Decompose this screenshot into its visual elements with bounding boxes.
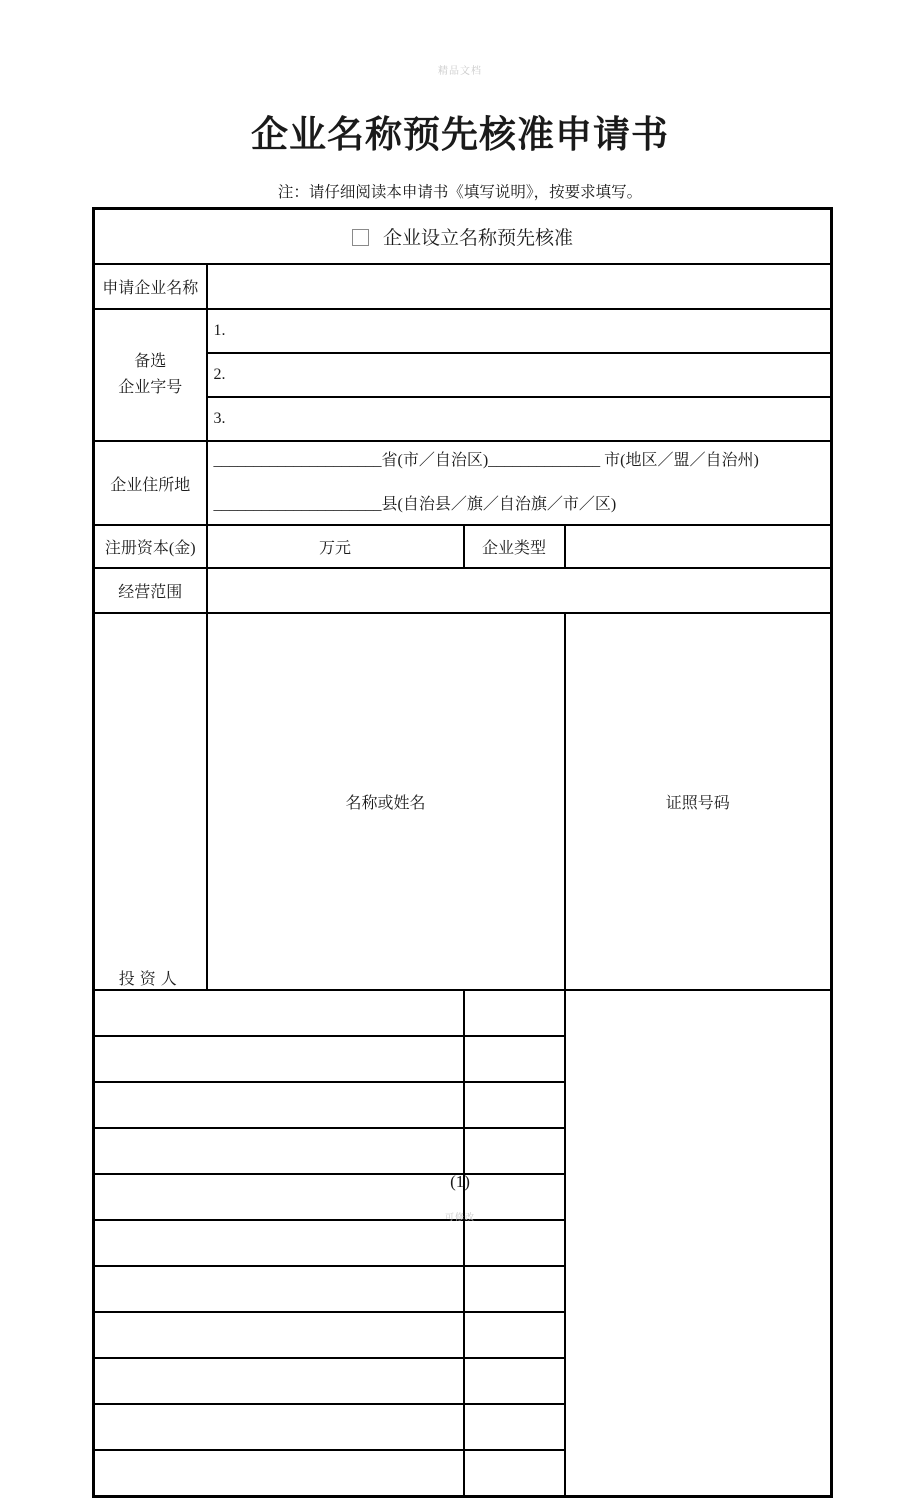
investor-name-input-cell[interactable] (94, 1312, 464, 1358)
investor-id-input-cell[interactable] (464, 1404, 565, 1450)
investor-row (94, 1450, 832, 1497)
investor-row (94, 1404, 832, 1450)
investor-name-input-cell[interactable] (94, 1082, 464, 1128)
section-header-label: 企业设立名称预先核准 (383, 228, 574, 249)
investor-name-input-cell[interactable] (94, 1220, 464, 1266)
investor-row (94, 1266, 832, 1312)
investor-id-input-cell[interactable] (464, 1450, 565, 1497)
investor-id-input-cell[interactable] (464, 1128, 565, 1174)
investor-name-input-cell[interactable] (94, 1450, 464, 1497)
investor-row (94, 1036, 832, 1082)
alt-names-label-line1: 备选 (134, 353, 167, 370)
investor-name-input-cell[interactable] (94, 1128, 464, 1174)
address-line-province: _____________________省(市／自治区)______________ 市(地区／盟／自治州) (213, 452, 759, 469)
investor-id-input-cell[interactable] (464, 1358, 565, 1404)
address-input-cell[interactable] (207, 441, 832, 525)
investor-name-input-cell[interactable] (94, 1036, 464, 1082)
section-header-row (94, 209, 832, 265)
investors-label: 投资人 (118, 971, 182, 988)
scope-input-cell[interactable] (207, 568, 832, 613)
watermark-top: 精品文档 (438, 66, 482, 77)
investor-id-input-cell[interactable] (464, 1220, 565, 1266)
alt-name-input-3[interactable]: 3. (207, 397, 832, 441)
address-label: 企业住所地 (94, 441, 207, 525)
investor-name-input-cell[interactable] (94, 1404, 464, 1450)
capital-row (94, 525, 832, 568)
enterprise-type-input-cell[interactable] (565, 525, 832, 568)
applied-name-row (94, 264, 832, 309)
investor-row (94, 1312, 832, 1358)
watermark-bottom: 可修改 (444, 1212, 476, 1222)
alt-names-label (94, 309, 207, 441)
investor-name-input-cell[interactable] (94, 1358, 464, 1404)
investors-header-row (94, 613, 832, 990)
section-header-cell (94, 209, 832, 265)
investor-id-input-cell[interactable] (464, 1266, 565, 1312)
scope-label: 经营范围 (94, 568, 207, 613)
alt-names-label-line2: 企业字号 (118, 379, 183, 396)
investor-rows-container (94, 990, 832, 1497)
investor-name-column-header: 名称或姓名 (207, 613, 565, 990)
investor-row (94, 990, 832, 1036)
investor-id-column-header: 证照号码 (565, 613, 832, 990)
capital-unit-cell[interactable]: 万元 (207, 525, 464, 568)
investors-label-cell (94, 613, 207, 990)
enterprise-type-label: 企业类型 (464, 525, 565, 568)
investor-id-input-cell[interactable] (464, 990, 565, 1036)
capital-label: 注册资本(金) (94, 525, 207, 568)
investor-name-input-cell[interactable] (94, 990, 464, 1036)
alt-name-input-1[interactable]: 1. (207, 309, 832, 353)
investor-id-input-cell[interactable] (464, 1036, 565, 1082)
investor-row (94, 1358, 832, 1404)
investor-row (94, 1220, 832, 1266)
alt-name-row-1 (94, 309, 832, 353)
investor-name-input-cell[interactable] (94, 1266, 464, 1312)
page-number: (1) (450, 1172, 470, 1191)
address-row (94, 441, 832, 525)
fill-instruction-note: 注：请仔细阅读本申请书《填写说明》，按要求填写。 (277, 184, 643, 201)
applied-name-label: 申请企业名称 (94, 264, 207, 309)
application-form-table (92, 207, 833, 1498)
investor-row (94, 1128, 832, 1174)
establishment-checkbox[interactable] (352, 229, 369, 246)
investor-row (94, 1082, 832, 1128)
investor-id-input-cell[interactable] (464, 1082, 565, 1128)
investor-id-input-cell[interactable] (464, 1312, 565, 1358)
page-title: 企业名称预先核准申请书 (251, 115, 669, 156)
alt-name-input-2[interactable]: 2. (207, 353, 832, 397)
scope-row (94, 568, 832, 613)
applied-name-input-cell[interactable] (207, 264, 832, 309)
address-line-county: _____________________县(自治县／旗／自治旗／市／区) (213, 496, 617, 513)
